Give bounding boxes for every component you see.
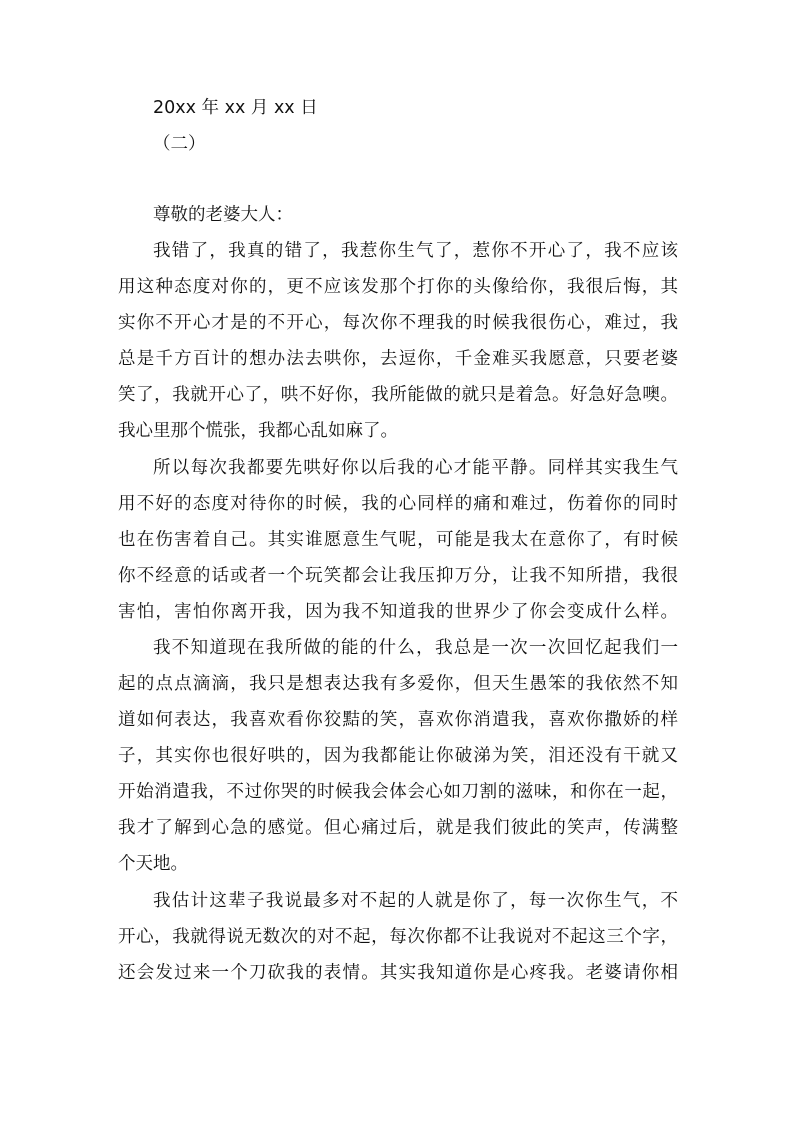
letter-date: 20xx 年 xx 月 xx 日 <box>153 98 318 118</box>
paragraph-1-line-6: 我心里那个慌张，我都心乱如麻了。 <box>118 421 398 441</box>
paragraph-4-line-1: 我估计这辈子我说最多对不起的人就是你了，每一次你生气，不 <box>153 891 678 911</box>
paragraph-3-line-1: 我不知道现在我所做的能的什么，我总是一次一次回忆起我们一 <box>153 638 678 658</box>
section-label: （二） <box>153 134 206 154</box>
paragraph-1-line-2: 用这种态度对你的，更不应该发那个打你的头像给你，我很后悔，其 <box>118 277 678 297</box>
paragraph-2-line-2: 用不好的态度对待你的时候，我的心同样的痛和难过，伤着你的同时 <box>118 494 678 514</box>
salutation: 尊敬的老婆大人： <box>153 205 293 225</box>
paragraph-2-line-5: 害怕，害怕你离开我，因为我不知道我的世界少了你会变成什么样。 <box>118 602 678 622</box>
paragraph-3-line-7: 个天地。 <box>118 854 188 874</box>
paragraph-2-line-1: 所以每次我都要先哄好你以后我的心才能平静。同样其实我生气 <box>153 458 678 478</box>
paragraph-3-line-2: 起的点点滴滴，我只是想表达我有多爱你，但天生愚笨的我依然不知 <box>118 674 678 694</box>
paragraph-2-line-4: 你不经意的话或者一个玩笑都会让我压抑万分，让我不知所措，我很 <box>118 566 678 586</box>
paragraph-3-line-4: 子，其实你也很好哄的，因为我都能让你破涕为笑，泪还没有干就又 <box>118 746 678 766</box>
paragraph-2-line-3: 也在伤害着自己。其实谁愿意生气呢，可能是我太在意你了，有时候 <box>118 530 678 550</box>
paragraph-4-line-3: 还会发过来一个刀砍我的表情。其实我知道你是心疼我。老婆请你相 <box>118 963 678 983</box>
paragraph-3-line-6: 我才了解到心急的感觉。但心痛过后，就是我们彼此的笑声，传满整 <box>118 818 678 838</box>
paragraph-3-line-3: 道如何表达，我喜欢看你狡黠的笑，喜欢你消遣我，喜欢你撒娇的样 <box>118 710 678 730</box>
paragraph-1-line-3: 实你不开心才是的不开心，每次你不理我的时候我很伤心，难过，我 <box>118 313 678 333</box>
paragraph-3-line-5: 开始消遣我，不过你哭的时候我会体会心如刀割的滋味，和你在一起， <box>118 782 678 802</box>
paragraph-1-line-1: 我错了，我真的错了，我惹你生气了，惹你不开心了，我不应该 <box>153 241 678 261</box>
paragraph-4-line-2: 开心，我就得说无数次的对不起，每次你都不让我说对不起这三个字， <box>118 927 678 947</box>
paragraph-1-line-5: 笑了，我就开心了，哄不好你，我所能做的就只是着急。好急好急噢。 <box>118 385 678 405</box>
paragraph-1-line-4: 总是千方百计的想办法去哄你，去逗你，千金难买我愿意，只要老婆 <box>118 349 678 369</box>
